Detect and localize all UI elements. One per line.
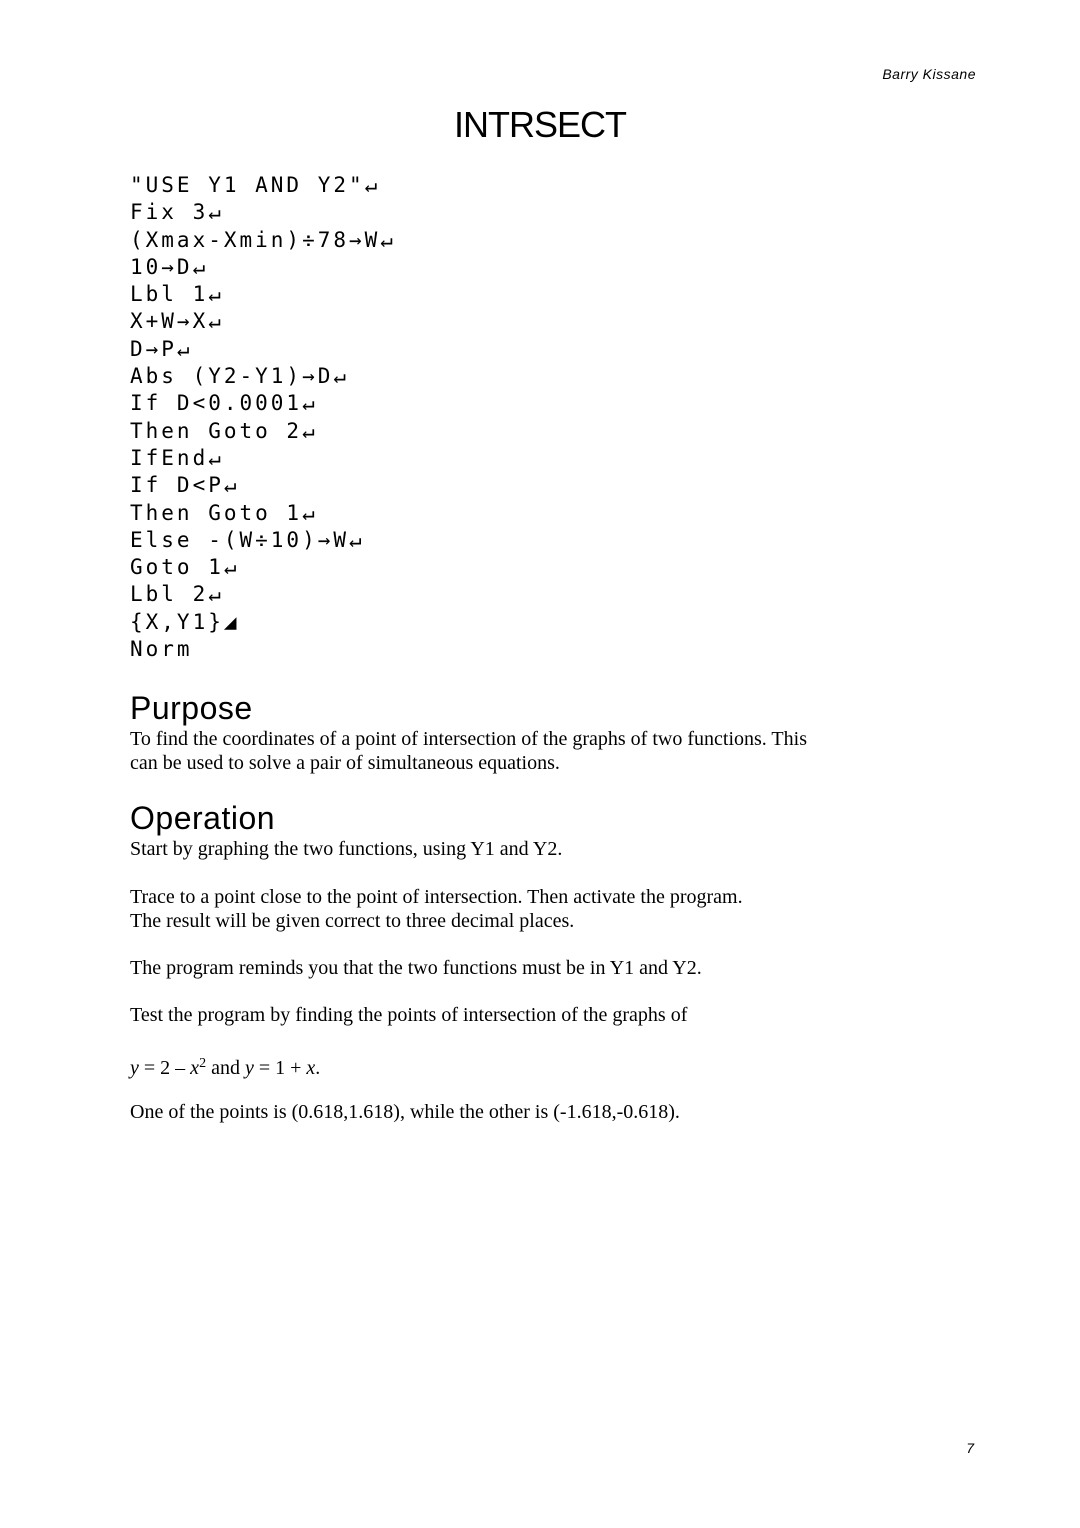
program-line: If D<P↵ <box>130 473 240 498</box>
operation-paragraph-results: One of the points is (0.618,1.618), while the other is (-1.618,-0.618). <box>130 1101 680 1123</box>
program-line: Fix 3↵ <box>130 200 224 225</box>
test-equations <box>130 1052 960 1080</box>
purpose-line: can be used to solve a pair of simultaneous equations. <box>130 752 560 774</box>
program-line: "USE Y1 AND Y2"↵ <box>130 173 381 197</box>
operation-paragraph-graphing: Start by graphing the two functions, using Y1 and Y2. <box>130 838 563 860</box>
program-line: Lbl 1↵ <box>130 282 224 307</box>
operation-heading: Operation <box>130 800 276 836</box>
program-line: D→P↵ <box>130 336 193 361</box>
purpose-line: To find the coordinates of a point of intersection of the graphs of two functions. This <box>130 728 807 750</box>
program-line: Then Goto 1↵ <box>130 500 318 525</box>
operation-trace-line: The result will be given correct to three decimal places. <box>130 910 575 932</box>
operation-paragraph-test: Test the program by finding the points of intersection of the graphs of <box>130 1004 688 1026</box>
operation-paragraph-reminder: The program reminds you that the two functions must be in Y1 and Y2. <box>130 957 702 979</box>
page-title: INTRSECT <box>454 104 626 145</box>
program-line: Abs (Y2-Y1)→D↵ <box>130 364 350 389</box>
program-line: X+W→X↵ <box>130 309 224 334</box>
program-line: Then Goto 2↵ <box>130 418 318 443</box>
purpose-heading: Purpose <box>130 690 253 726</box>
operation-paragraph-trace <box>130 885 960 933</box>
page-number: 7 <box>966 1440 974 1456</box>
eq-var-y: y <box>244 1057 254 1079</box>
eq-exponent: 2 <box>199 1056 207 1071</box>
program-line: If D<0.0001↵ <box>130 391 318 416</box>
program-line: {X,Y1}◢ <box>130 609 240 634</box>
eq-var-x: x <box>306 1057 316 1079</box>
program-line: (Xmax-Xmin)÷78→W↵ <box>130 227 396 252</box>
program-line: Else -(W÷10)→W↵ <box>130 527 365 552</box>
program-line: Norm <box>130 637 193 662</box>
author-name: Barry Kissane <box>882 66 976 82</box>
program-line: IfEnd↵ <box>130 445 224 470</box>
eq-text: and <box>206 1057 245 1079</box>
operation-trace-line: Trace to a point close to the point of intersection. Then activate the program. <box>130 886 743 908</box>
program-line: Lbl 2↵ <box>130 582 224 607</box>
eq-text: . <box>315 1057 321 1079</box>
program-line: 10→D↵ <box>130 254 209 279</box>
program-line: Goto 1↵ <box>130 555 240 580</box>
eq-text: = 1 + <box>253 1057 307 1079</box>
eq-var-x: x <box>190 1057 200 1079</box>
program-listing <box>130 172 396 663</box>
eq-var-y: y <box>130 1057 139 1079</box>
purpose-paragraph <box>130 727 960 775</box>
eq-text: = 2 – <box>138 1057 191 1079</box>
